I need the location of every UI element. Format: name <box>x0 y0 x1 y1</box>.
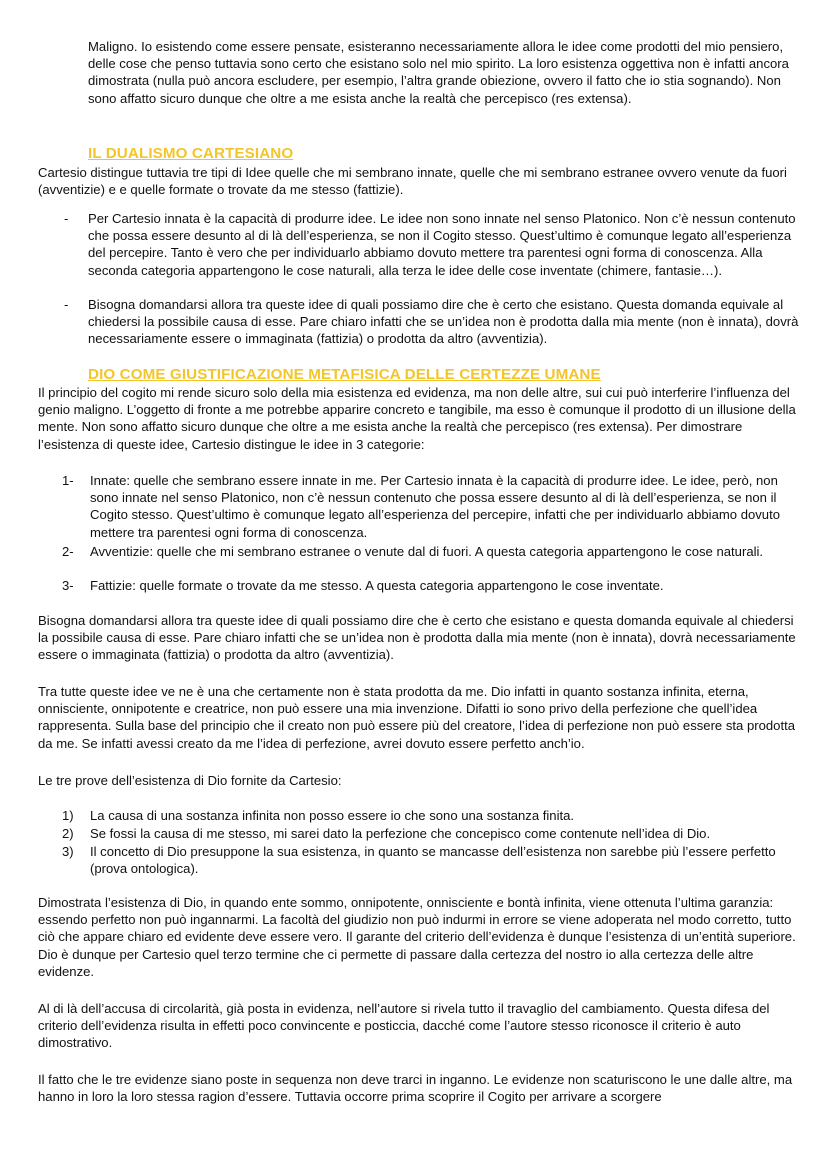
list-item <box>62 543 802 560</box>
paragraph-god-idea: Tra tutte queste idee ve ne è una che certamente non è stata prodotta da me. Dio infatti in quanto sostanza infinita, eterna, onnisciente, onnipotente e creatrice, non può essere una mia invenzione. Difatti io sono privo della perfezione che quell’idea rappresenta. Sulla base del principio che il creato non può essere più del creatore, l’idea di perfezione non può essere sta prodotta da me. Se infatti avessi creato da me l’idea di perfezione, avrei dovuto essere perfetto anch’io. <box>38 684 796 751</box>
list-marker: 1- <box>62 473 74 488</box>
paragraph-guarantee: Dimostrata l’esistenza di Dio, in quando ente sommo, onnipotente, onnisciente e bontà infinita, viene ottenuta l’ultima garanzia: essendo perfetto non può ingannarmi. La facoltà del giudizio non può indurmi in errore se viene adoperata nel modo corretto, tutto ciò che appare chiaro ed evidente deve essere vero. Il garante del criterio dell’evidenza è dunque l’esistenza di un’entità superiore. Dio è dunque per Cartesio quel terzo termine che ci permette di passare dalla certezza del nostro io alla certezza delle altre evidenze. <box>38 895 796 979</box>
list-item-text: Fattizie: quelle formate o trovate da me stesso. A questa categoria appartengono le cose inventate. <box>90 578 664 593</box>
section2-intro: Il principio del cogito mi rende sicuro solo della mia esistenza ed evidenza, ma non delle altre, sui cui può interferire l’influenza del genio maligno. L’oggetto di fronte a me potrebbe apparire concreto e tangibile, ma esso è comunque il prodotto di un illusione della mente. Non sono affatto sicuro dunque che oltre a me esista anche la realtà che percepisco (res extensa). Per dimostrare l’esistenza di queste idee, Cartesio distingue le idee in 3 categorie: <box>38 385 796 452</box>
section-heading-dualismo: IL DUALISMO CARTESIANO <box>88 145 294 162</box>
list-item-text: Se fossi la causa di me stesso, mi sarei dato la perfezione che concepisco come contenute nell’idea di Dio. <box>90 826 711 841</box>
section-heading-dio: DIO COME GIUSTIFICAZIONE METAFISICA DELLE CERTEZZE UMANE <box>88 366 601 383</box>
section1-intro: Cartesio distingue tuttavia tre tipi di Idee quelle che mi sembrano innate, quelle che mi sembrano estranee ovvero venute da fuori (avventizie) e e quelle formate o trovate da me stesso (fattizie). <box>38 165 787 198</box>
list-item-text: Il concetto di Dio presuppone la sua esistenza, in quanto se mancasse dell’esistenza non sarebbe più l’essere perfetto (prova ontologica). <box>90 844 776 877</box>
list-item-text: La causa di una sostanza infinita non posso essere io che sono una sostanza finita. <box>90 808 575 823</box>
paragraph-circularity: Al di là dell’accusa di circolarità, già posta in evidenza, nell’autore si rivela tutto il travaglio del cambiamento. Questa difesa del criterio dell’evidenza risulta in effetti poco convincente e posticcia, dacché come l’autore stesso riconosce il criterio è auto dimostrativo. <box>38 1001 770 1051</box>
list-marker: 3- <box>62 578 74 593</box>
list-item-text: Per Cartesio innata è la capacità di produrre idee. Le idee non sono innate nel senso Platonico. Non c’è nessun contenuto che possa essere desunto al di là dell’esperienza, se non il Cogito stesso. Quest’ultimo è comunque legato all’esperienza del percepire. Tanto è vero che per individuarlo abbiamo dovuto mettere tra parentesi ogni forma di conoscenza. Alla seconda categoria appartengono le cose naturali, alla terza le idee delle cose inventate (chimere, fantasie…). <box>88 211 796 278</box>
list-item <box>62 577 802 594</box>
list-item <box>62 825 802 842</box>
list-item-text: Bisogna domandarsi allora tra queste idee di quali possiamo dire che è certo che esistano. Questa domanda equivale al chiedersi la possibile causa di esse. Pare chiaro infatti che se un’idea non è prodotta dalla mia mente (non è innata), dovrà necessariamente essere o immaginata (fattizia) o prodotta da altro (avventizia). <box>88 297 799 347</box>
list-marker: 3) <box>62 844 74 859</box>
list-marker: 1) <box>62 808 74 823</box>
list-item-text: Innate: quelle che sembrano essere innate in me. Per Cartesio innata è la capacità di produrre idee. Le idee, però, non sono innate nel senso Platonico, non c’è nessun contenuto che possa essere desunto al di là dell’esperienza, se non il Cogito stesso. Quest’ultimo è comunque legato all’esperienza del percepire, infatti che per individuarlo abbiamo dovuto mettere tra parentesi ogni forma di conoscenza. <box>90 473 781 540</box>
proofs-intro: Le tre prove dell’esistenza di Dio fornite da Cartesio: <box>38 773 342 788</box>
list-item <box>62 843 802 877</box>
list-marker: - <box>64 211 69 226</box>
list-marker: 2- <box>62 544 74 559</box>
paragraph-final: Il fatto che le tre evidenze siano poste in sequenza non deve trarci in inganno. Le evidenze non scaturiscono le une dalle altre, ma hanno in loro la loro stessa ragion d’essere. Tuttavia occorre prima scoprire il Cogito per arrivare a scorgere <box>38 1072 793 1105</box>
list-marker: 2) <box>62 826 74 841</box>
list-item <box>60 296 800 348</box>
list-item-text: Avventizie: quelle che mi sembrano estranee o venute dal di fuori. A questa categoria appartengono le cose naturali. <box>90 544 764 559</box>
intro-paragraph: Maligno. Io esistendo come essere pensate, esisteranno necessariamente allora le idee come prodotti del mio pensiero, delle cose che penso tuttavia sono certo che esistano solo nel mio spirito. La loro esistenza oggettiva non è infatti ancora dimostrata (nulla può ancora escludere, per esempio, l’altra grande obiezione, ovvero il fatto che io stia sognando). Non sono affatto sicuro dunque che oltre a me esista anche la realtà che percepisco (res extensa). <box>88 39 789 106</box>
list-item <box>62 472 802 541</box>
list-item <box>60 210 800 279</box>
list-item <box>62 807 802 824</box>
paragraph-question: Bisogna domandarsi allora tra queste idee di quali possiamo dire che è certo che esistano e questa domanda equivale al chiedersi la possibile causa di esse. Pare chiaro infatti che se un’idea non è prodotta dalla mia mente (non è innata), dovrà necessariamente essere o immaginata (fattizia) o prodotta da altro (avventizia). <box>38 613 796 663</box>
list-marker: - <box>64 297 69 312</box>
